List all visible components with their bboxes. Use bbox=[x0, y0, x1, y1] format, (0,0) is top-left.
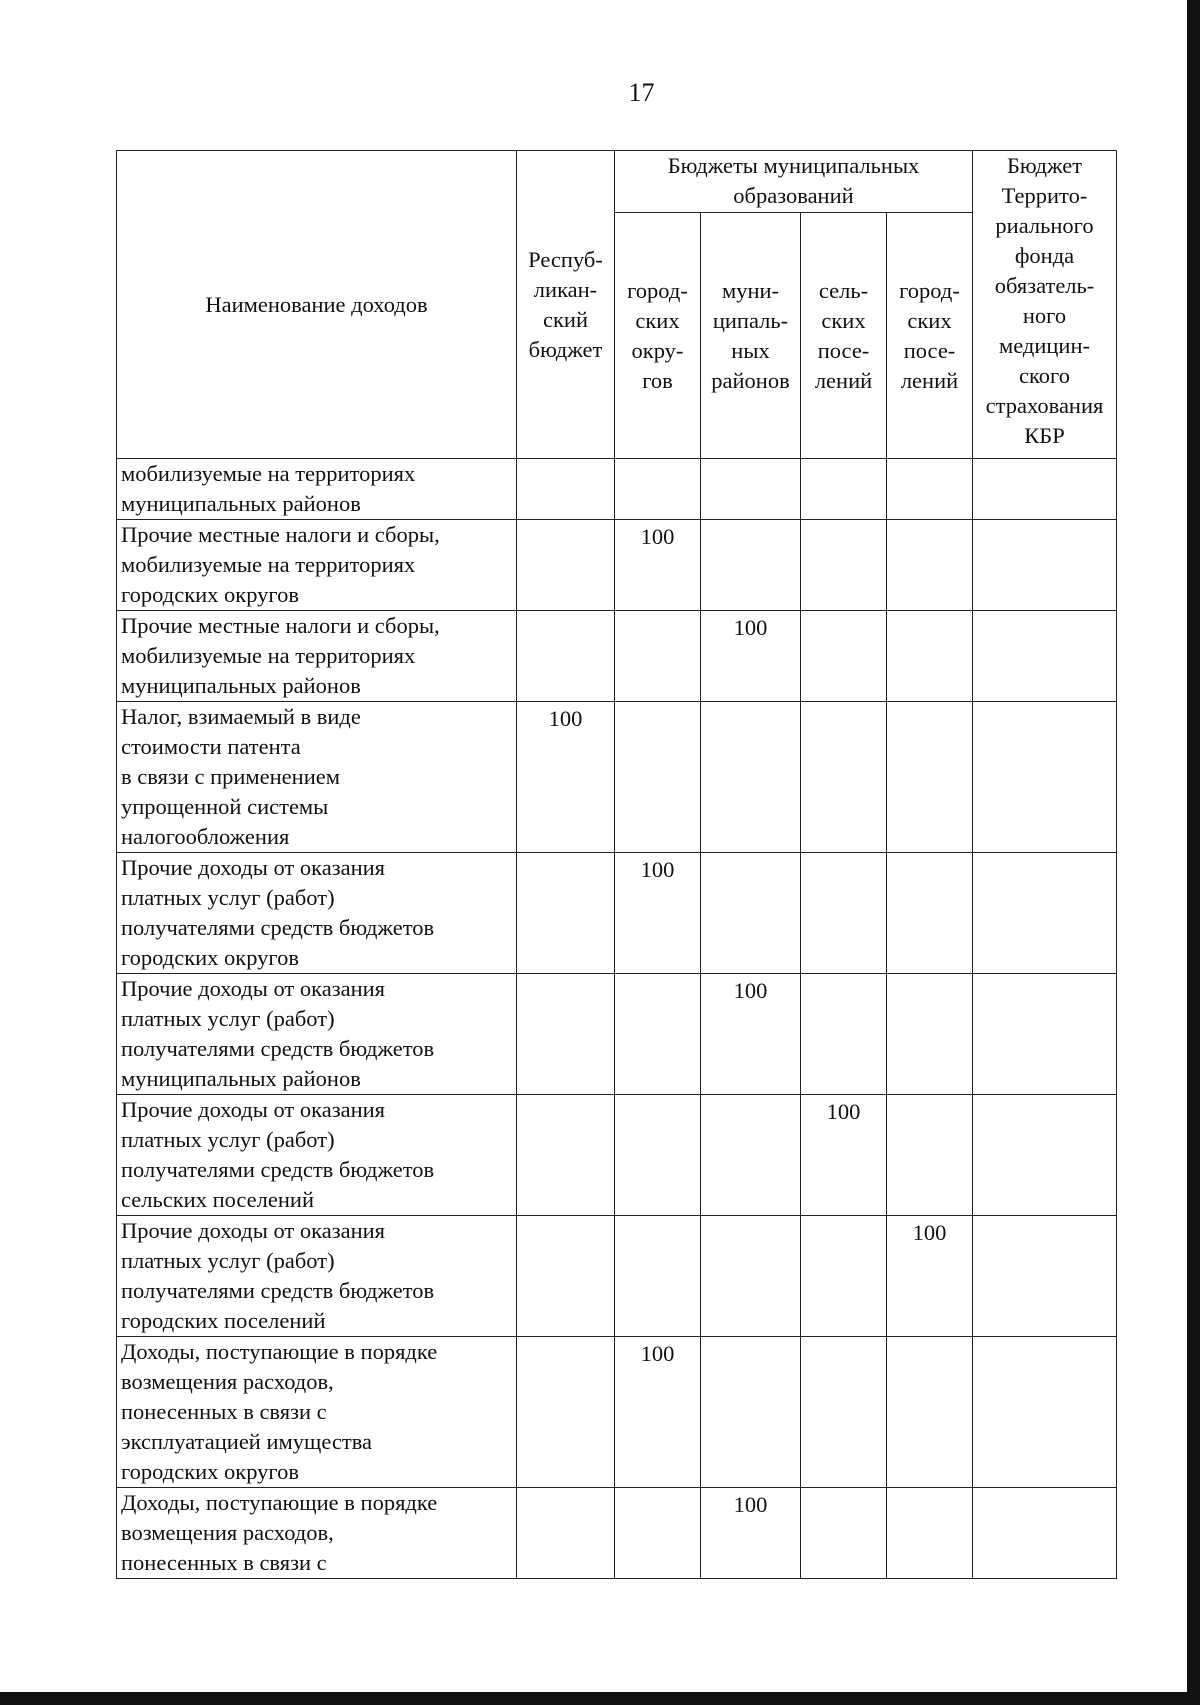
header-city-districts: город- ских окру- гов bbox=[615, 213, 701, 459]
percent-cell bbox=[801, 611, 887, 702]
table-body bbox=[117, 459, 1117, 1579]
percent-cell: 100 bbox=[701, 974, 801, 1095]
percent-cell bbox=[701, 520, 801, 611]
percent-cell bbox=[517, 611, 615, 702]
percent-cell: 100 bbox=[801, 1095, 887, 1216]
percent-cell bbox=[887, 611, 973, 702]
percent-cell bbox=[615, 611, 701, 702]
scan-edge-right bbox=[1187, 0, 1200, 1705]
percent-cell bbox=[517, 1488, 615, 1579]
percent-cell bbox=[615, 1216, 701, 1337]
percent-cell bbox=[701, 853, 801, 974]
percent-cell bbox=[973, 459, 1117, 520]
percent-cell bbox=[887, 1337, 973, 1488]
percent-cell bbox=[517, 853, 615, 974]
percent-cell bbox=[973, 974, 1117, 1095]
percent-cell bbox=[887, 853, 973, 974]
percent-cell bbox=[973, 853, 1117, 974]
income-name-cell: Доходы, поступающие в порядке возмещения расходов, понесенных в связи с bbox=[117, 1488, 517, 1579]
percent-cell: 100 bbox=[701, 1488, 801, 1579]
table-row bbox=[117, 459, 1117, 520]
percent-cell: 100 bbox=[887, 1216, 973, 1337]
percent-cell bbox=[615, 974, 701, 1095]
percent-cell bbox=[615, 459, 701, 520]
table-row bbox=[117, 702, 1117, 853]
percent-cell bbox=[973, 1337, 1117, 1488]
percent-cell bbox=[801, 974, 887, 1095]
percent-cell bbox=[801, 1337, 887, 1488]
percent-cell bbox=[801, 1216, 887, 1337]
percent-cell bbox=[701, 702, 801, 853]
percent-cell bbox=[973, 611, 1117, 702]
percent-cell bbox=[887, 702, 973, 853]
header-municipal-districts: муни- ципаль- ных районов bbox=[701, 213, 801, 459]
table-row bbox=[117, 1488, 1117, 1579]
percent-cell bbox=[517, 974, 615, 1095]
percent-cell: 100 bbox=[615, 1337, 701, 1488]
table-row bbox=[117, 853, 1117, 974]
header-income-name: Наименование доходов bbox=[117, 151, 517, 459]
percent-cell bbox=[887, 520, 973, 611]
percent-cell bbox=[615, 1488, 701, 1579]
percent-cell bbox=[801, 702, 887, 853]
percent-cell bbox=[973, 1216, 1117, 1337]
percent-cell bbox=[517, 1216, 615, 1337]
percent-cell: 100 bbox=[615, 520, 701, 611]
percent-cell bbox=[701, 1216, 801, 1337]
table-row bbox=[117, 1216, 1117, 1337]
income-name-cell: Прочие местные налоги и сборы, мобилизуемые на территориях городских округов bbox=[117, 520, 517, 611]
percent-cell bbox=[973, 702, 1117, 853]
percent-cell bbox=[517, 1337, 615, 1488]
percent-cell: 100 bbox=[701, 611, 801, 702]
percent-cell bbox=[801, 520, 887, 611]
income-name-cell: Прочие доходы от оказания платных услуг (работ) получателями средств бюджетов городских поселений bbox=[117, 1216, 517, 1337]
table-row bbox=[117, 611, 1117, 702]
percent-cell bbox=[701, 1337, 801, 1488]
percent-cell bbox=[517, 1095, 615, 1216]
percent-cell bbox=[973, 1488, 1117, 1579]
income-name-cell: Прочие доходы от оказания платных услуг (работ) получателями средств бюджетов муниципальных районов bbox=[117, 974, 517, 1095]
income-name-cell: Прочие местные налоги и сборы, мобилизуемые на территориях муниципальных районов bbox=[117, 611, 517, 702]
percent-cell bbox=[517, 520, 615, 611]
percent-cell bbox=[887, 974, 973, 1095]
scan-edge-bottom bbox=[0, 1692, 1200, 1705]
percent-cell bbox=[801, 853, 887, 974]
percent-cell bbox=[973, 1095, 1117, 1216]
percent-cell bbox=[887, 1488, 973, 1579]
page-number: 17 bbox=[628, 78, 655, 107]
table-row bbox=[117, 974, 1117, 1095]
percent-cell bbox=[701, 1095, 801, 1216]
percent-cell bbox=[973, 520, 1117, 611]
table-row bbox=[117, 1095, 1117, 1216]
percent-cell bbox=[517, 459, 615, 520]
header-tfoms-budget: Бюджет Террито- риального фонда обязатель- ного медицин- ского страхования КБР bbox=[973, 151, 1117, 459]
income-name-cell: Налог, взимаемый в виде стоимости патента в связи с применением упрощенной системы налогообложения bbox=[117, 702, 517, 853]
percent-cell: 100 bbox=[517, 702, 615, 853]
income-name-cell: Прочие доходы от оказания платных услуг (работ) получателями средств бюджетов сельских поселений bbox=[117, 1095, 517, 1216]
percent-cell bbox=[701, 459, 801, 520]
percent-cell bbox=[801, 459, 887, 520]
percent-cell bbox=[615, 1095, 701, 1216]
income-name-cell: Прочие доходы от оказания платных услуг (работ) получателями средств бюджетов городских округов bbox=[117, 853, 517, 974]
header-republic-budget: Респуб- ликан- ский бюджет bbox=[517, 151, 615, 459]
income-name-cell: Доходы, поступающие в порядке возмещения расходов, понесенных в связи с эксплуатацией имущества городских округов bbox=[117, 1337, 517, 1488]
percent-cell bbox=[801, 1488, 887, 1579]
header-urban-settlements: город- ских посе- лений bbox=[887, 213, 973, 459]
table-row bbox=[117, 520, 1117, 611]
table-row bbox=[117, 1337, 1117, 1488]
header-rural-settlements: сель- ских посе- лений bbox=[801, 213, 887, 459]
income-name-cell: мобилизуемые на территориях муниципальных районов bbox=[117, 459, 517, 520]
percent-cell: 100 bbox=[615, 853, 701, 974]
percent-cell bbox=[615, 702, 701, 853]
header-municipal-budgets: Бюджеты муниципальных образований bbox=[615, 151, 973, 213]
percent-cell bbox=[887, 459, 973, 520]
percent-cell bbox=[887, 1095, 973, 1216]
income-distribution-table bbox=[116, 150, 1117, 1579]
